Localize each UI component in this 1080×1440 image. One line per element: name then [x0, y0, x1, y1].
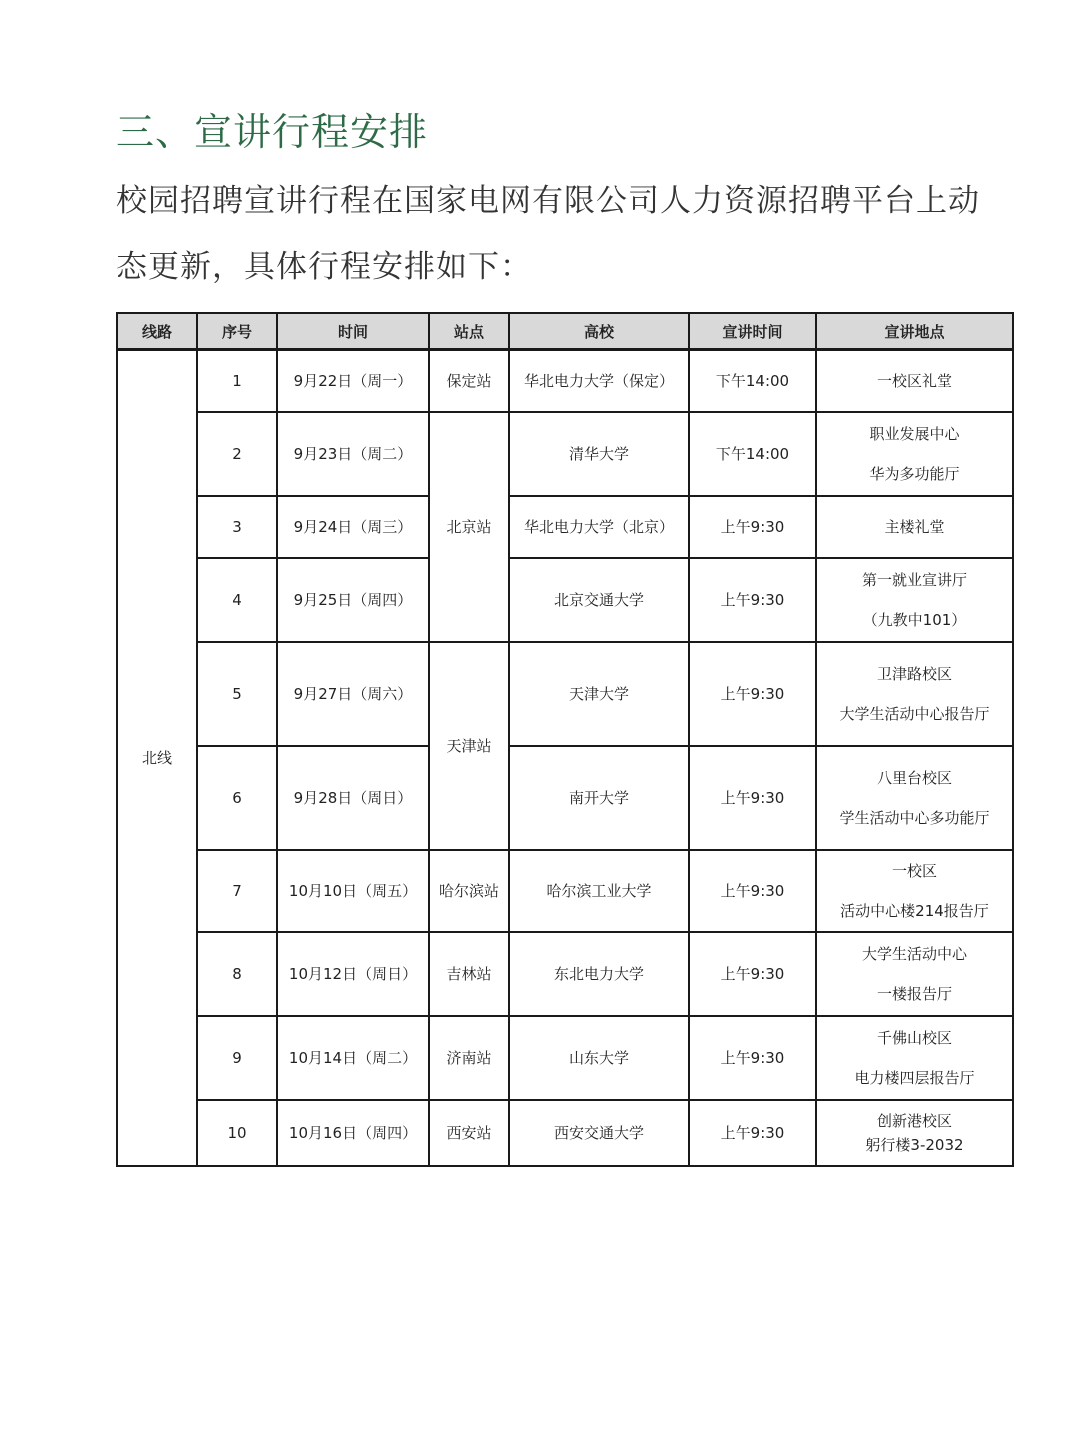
location-line: 躬行楼3-2032	[865, 1135, 964, 1154]
school-cell: 山东大学	[509, 1016, 689, 1100]
location-line: （九教中101）	[862, 610, 967, 629]
section-heading: 三、宣讲行程安排	[116, 110, 429, 154]
location-line: 创新港校区	[876, 1111, 952, 1130]
time-cell: 上午9:30	[689, 850, 816, 932]
date-cell: 10月10日（周五）	[277, 850, 429, 932]
location-cell	[816, 746, 1013, 850]
location-line: 千佛山校区	[876, 1028, 952, 1047]
location-line: 卫津路校区	[876, 664, 952, 683]
location-cell	[816, 412, 1013, 496]
table-row	[117, 412, 1013, 496]
location-cell	[816, 496, 1013, 558]
time-cell: 下午14:00	[689, 350, 816, 412]
date-cell: 10月14日（周二）	[277, 1016, 429, 1100]
header-location: 宣讲地点	[816, 313, 1013, 350]
table-row	[117, 850, 1013, 932]
station-cell: 哈尔滨站	[429, 850, 509, 932]
header-school: 高校	[509, 313, 689, 350]
table-row	[117, 642, 1013, 746]
location-line: 大学生活动中心报告厅	[839, 704, 990, 723]
time-cell: 上午9:30	[689, 1016, 816, 1100]
table-row	[117, 496, 1013, 558]
index-cell: 2	[197, 412, 277, 496]
index-cell: 1	[197, 350, 277, 412]
time-cell: 上午9:30	[689, 496, 816, 558]
school-cell: 天津大学	[509, 642, 689, 746]
school-cell: 华北电力大学（保定）	[509, 350, 689, 412]
time-cell: 上午9:30	[689, 1100, 816, 1166]
location-cell	[816, 558, 1013, 642]
school-cell: 西安交通大学	[509, 1100, 689, 1166]
index-cell: 7	[197, 850, 277, 932]
location-line: 八里台校区	[876, 768, 952, 787]
time-cell: 上午9:30	[689, 558, 816, 642]
station-cell: 天津站	[429, 642, 509, 850]
time-cell: 上午9:30	[689, 642, 816, 746]
location-line: 一楼报告厅	[876, 984, 952, 1003]
location-line: 一校区礼堂	[876, 371, 952, 390]
index-cell: 4	[197, 558, 277, 642]
location-line: 一校区	[891, 861, 937, 880]
school-cell: 清华大学	[509, 412, 689, 496]
header-route: 线路	[117, 313, 197, 350]
header-index: 序号	[197, 313, 277, 350]
index-cell: 10	[197, 1100, 277, 1166]
time-cell: 上午9:30	[689, 932, 816, 1016]
location-cell	[816, 850, 1013, 932]
table-row	[117, 1100, 1013, 1166]
school-cell: 东北电力大学	[509, 932, 689, 1016]
route-cell: 北线	[117, 350, 197, 1166]
index-cell: 9	[197, 1016, 277, 1100]
location-line: 职业发展中心	[869, 424, 960, 443]
location-cell	[816, 642, 1013, 746]
table-row	[117, 350, 1013, 412]
date-cell: 9月24日（周三）	[277, 496, 429, 558]
school-cell: 哈尔滨工业大学	[509, 850, 689, 932]
date-cell: 10月12日（周日）	[277, 932, 429, 1016]
table-row	[117, 558, 1013, 642]
date-cell: 9月27日（周六）	[277, 642, 429, 746]
schedule-table	[116, 312, 1014, 1167]
date-cell: 9月25日（周四）	[277, 558, 429, 642]
location-cell	[816, 1016, 1013, 1100]
index-cell: 3	[197, 496, 277, 558]
location-line: 活动中心楼214报告厅	[840, 901, 989, 920]
location-cell	[816, 1100, 1013, 1166]
table-row	[117, 932, 1013, 1016]
header-time: 宣讲时间	[689, 313, 816, 350]
location-line: 大学生活动中心	[861, 944, 967, 963]
time-cell: 上午9:30	[689, 746, 816, 850]
station-cell: 西安站	[429, 1100, 509, 1166]
location-line: 学生活动中心多功能厅	[839, 808, 990, 827]
table-row	[117, 746, 1013, 850]
time-cell: 下午14:00	[689, 412, 816, 496]
date-cell: 10月16日（周四）	[277, 1100, 429, 1166]
school-cell: 华北电力大学（北京）	[509, 496, 689, 558]
date-cell: 9月23日（周二）	[277, 412, 429, 496]
station-cell: 济南站	[429, 1016, 509, 1100]
index-cell: 6	[197, 746, 277, 850]
location-line: 主楼礼堂	[884, 517, 945, 536]
date-cell: 9月22日（周一）	[277, 350, 429, 412]
station-cell: 吉林站	[429, 932, 509, 1016]
index-cell: 8	[197, 932, 277, 1016]
location-line: 华为多功能厅	[869, 464, 960, 483]
table-row	[117, 1016, 1013, 1100]
index-cell: 5	[197, 642, 277, 746]
location-cell	[816, 932, 1013, 1016]
school-cell: 北京交通大学	[509, 558, 689, 642]
header-station: 站点	[429, 313, 509, 350]
location-line: 电力楼四层报告厅	[854, 1068, 975, 1087]
header-date: 时间	[277, 313, 429, 350]
table-header-row	[117, 313, 1013, 350]
school-cell: 南开大学	[509, 746, 689, 850]
date-cell: 9月28日（周日）	[277, 746, 429, 850]
intro-paragraph: 校园招聘宣讲行程在国家电网有限公司人力资源招聘平台上动态更新，具体行程安排如下：	[116, 183, 980, 285]
location-cell	[816, 350, 1013, 412]
station-cell: 保定站	[429, 350, 509, 412]
station-cell: 北京站	[429, 412, 509, 642]
location-line: 第一就业宣讲厅	[861, 570, 967, 589]
